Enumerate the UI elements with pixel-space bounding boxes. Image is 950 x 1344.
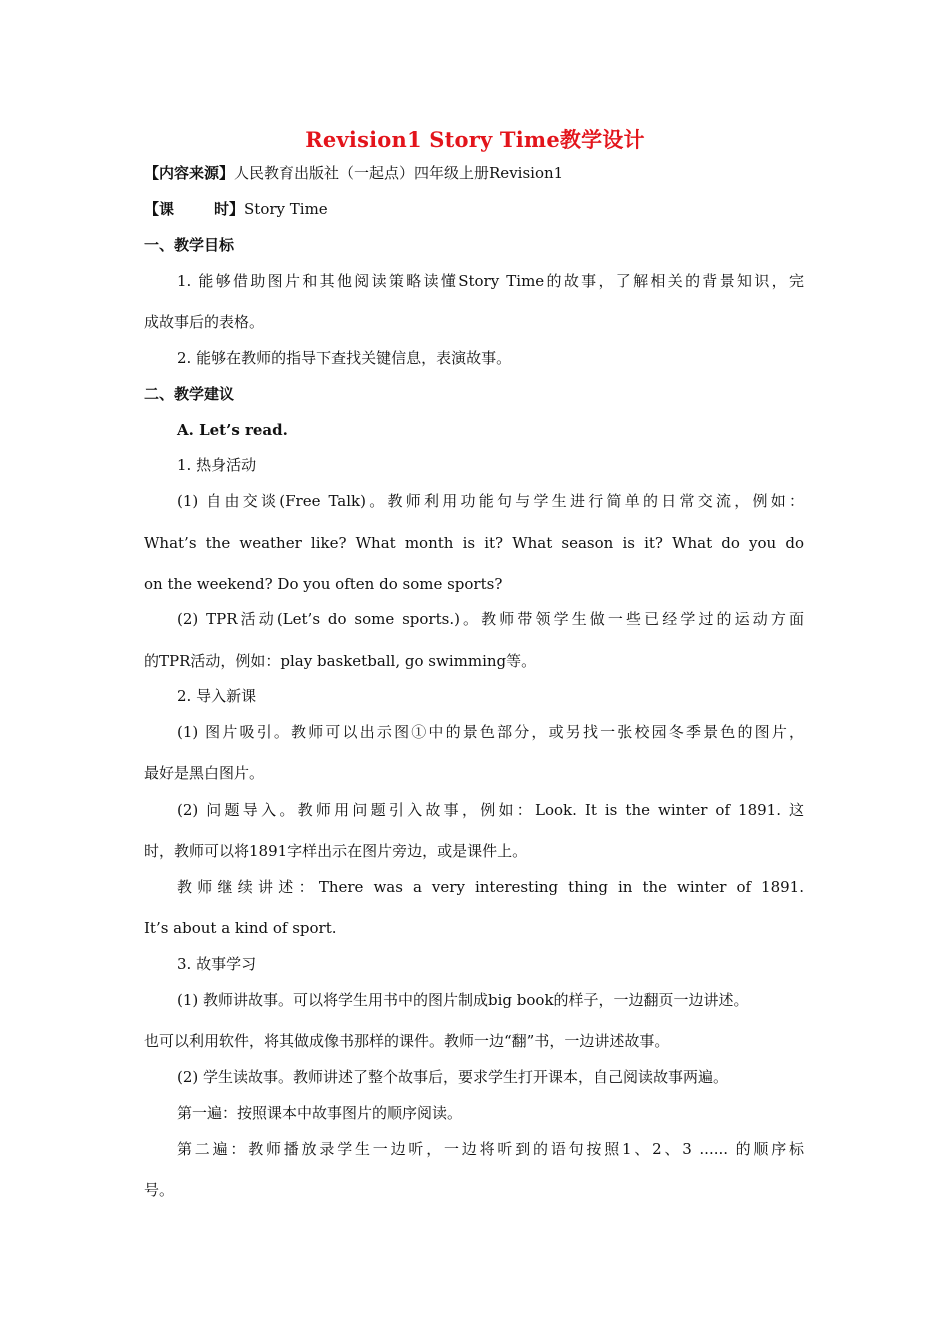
document-title: Revision1 Story Time教学设计	[305, 127, 645, 152]
lesson-value: Story Time	[244, 200, 328, 218]
source-value: 人民教育出版社（一起点）四年级上册Revision1	[234, 164, 564, 182]
story-second-line2: 号。	[144, 1181, 175, 1199]
goal-2: 2. 能够在教师的指导下查找关键信息，表演故事。	[177, 349, 512, 367]
story-heading: 3. 故事学习	[177, 955, 257, 973]
meta-source	[144, 163, 563, 183]
subsection-a: A. Let’s read.	[177, 421, 288, 439]
meta-lesson	[144, 199, 328, 219]
lesson-label-close: 时】	[214, 200, 245, 218]
intro-2-line2: 时，教师可以将1891字样出示在图片旁边，或是课件上。	[144, 842, 528, 860]
story-2: (2) 学生读故事。教师讲述了整个故事后，要求学生打开课本，自己阅读故事两遍。	[177, 1068, 729, 1086]
warmup-2-line2: 的TPR活动，例如：play basketball, go swimming等。	[144, 652, 537, 670]
intro-2-line1: (2) 问题导入。教师用问题引入故事，例如：Look. It is the winter of 1891. 这	[177, 801, 804, 819]
warmup-2-line1: (2) TPR活动(Let’s do some sports.)。教师带领学生做一些已经学过的运动方面	[177, 610, 804, 628]
warmup-1-line1: (1) 自由交谈(Free Talk)。教师利用功能句与学生进行简单的日常交流，例如：	[177, 492, 804, 510]
intro-1-line1: (1) 图片吸引。教师可以出示图①中的景色部分，或另找一张校园冬季景色的图片，	[177, 723, 804, 741]
section1-heading: 一、教学目标	[144, 236, 235, 254]
source-label: 【内容来源】	[144, 164, 235, 182]
warmup-1-line2: What’s the weather like? What month is it? What season is it? What do you do	[144, 534, 804, 552]
story-first-reading: 第一遍：按照课本中故事图片的顺序阅读。	[177, 1104, 463, 1122]
intro-1-line2: 最好是黑白图片。	[144, 764, 265, 782]
warmup-1-line3: on the weekend? Do you often do some sports?	[144, 575, 503, 593]
warmup-heading: 1. 热身活动	[177, 456, 257, 474]
story-second-line1: 第二遍：教师播放录学生一边听，一边将听到的语句按照1、2、3 ...... 的顺序标	[177, 1140, 804, 1158]
section2-heading: 二、教学建议	[144, 385, 235, 403]
lesson-label-open: 【课	[144, 200, 175, 218]
story-1-line1: (1) 教师讲故事。可以将学生用书中的图片制成big book的样子，一边翻页一边讲述。	[177, 991, 749, 1009]
intro-heading: 2. 导入新课	[177, 687, 257, 705]
goal-1-line1: 1. 能够借助图片和其他阅读策略读懂Story Time的故事，了解相关的背景知识，完	[177, 272, 804, 290]
intro-3-line2: It’s about a kind of sport.	[144, 919, 337, 937]
intro-3-line1: 教师继续讲述：There was a very interesting thing in the winter of 1891.	[177, 878, 804, 896]
goal-1-line2: 成故事后的表格。	[144, 313, 265, 331]
story-1-line2: 也可以利用软件，将其做成像书那样的课件。教师一边“翻”书，一边讲述故事。	[144, 1032, 670, 1050]
